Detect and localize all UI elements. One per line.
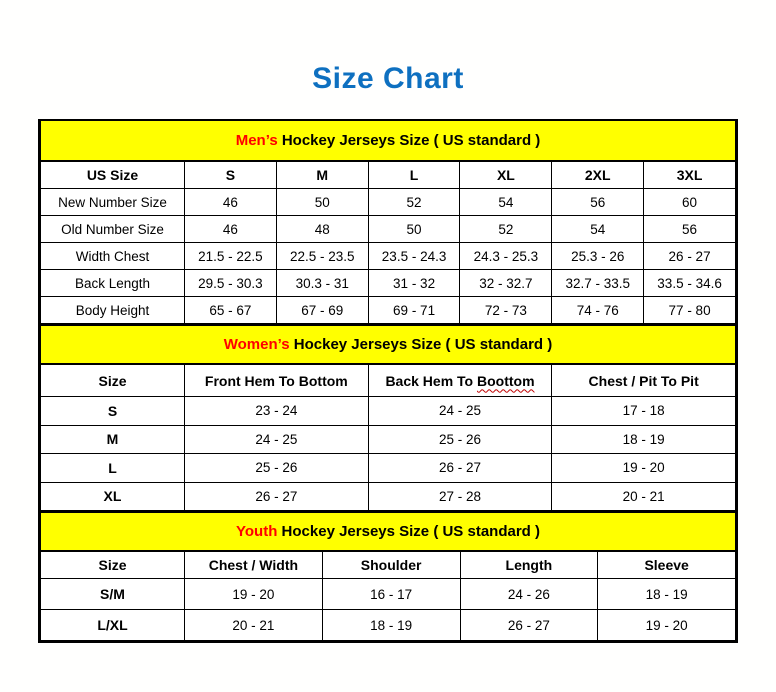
- women-section-header: [41, 325, 736, 364]
- youth-header-row: [41, 551, 736, 579]
- women-col-header-size: Size: [41, 364, 185, 397]
- women-col-header-front-hem: Front Hem To Bottom: [185, 364, 369, 397]
- youth-col-header-length: Length: [460, 551, 598, 579]
- value-cell: 21.5 - 22.5: [185, 243, 277, 270]
- men-row-body-height: [41, 297, 736, 324]
- women-section-highlight: Women’s: [223, 336, 290, 353]
- value-cell: 24 - 25: [368, 397, 552, 426]
- row-label: Body Height: [41, 297, 185, 324]
- row-label: Back Length: [41, 270, 185, 297]
- men-row-old-number-size: [41, 216, 736, 243]
- men-header-row: [41, 161, 736, 189]
- youth-section-title-rest: Hockey Jerseys Size ( US standard ): [277, 523, 540, 540]
- row-label: L: [41, 454, 185, 483]
- value-cell: 31 - 32: [368, 270, 460, 297]
- row-label: S: [41, 397, 185, 426]
- men-col-header-3xl: 3XL: [644, 161, 736, 189]
- value-cell: 24 - 25: [185, 425, 369, 454]
- women-row-xl: [41, 482, 736, 511]
- men-section-band-row: [41, 121, 736, 161]
- value-cell: 24 - 26: [460, 579, 598, 610]
- value-cell: 32 - 32.7: [460, 270, 552, 297]
- value-cell: 23.5 - 24.3: [368, 243, 460, 270]
- value-cell: 67 - 69: [276, 297, 368, 324]
- value-cell: 25.3 - 26: [552, 243, 644, 270]
- value-cell: 25 - 26: [368, 425, 552, 454]
- men-col-header-m: M: [276, 161, 368, 189]
- value-cell: 23 - 24: [185, 397, 369, 426]
- women-section-band-row: [41, 325, 736, 364]
- value-cell: 48: [276, 216, 368, 243]
- value-cell: 17 - 18: [552, 397, 736, 426]
- value-cell: 60: [644, 189, 736, 216]
- value-cell: 20 - 21: [185, 610, 323, 641]
- value-cell: 56: [552, 189, 644, 216]
- value-cell: 16 - 17: [322, 579, 460, 610]
- youth-col-header-size: Size: [41, 551, 185, 579]
- value-cell: 22.5 - 23.5: [276, 243, 368, 270]
- value-cell: 29.5 - 30.3: [185, 270, 277, 297]
- value-cell: 32.7 - 33.5: [552, 270, 644, 297]
- value-cell: 72 - 73: [460, 297, 552, 324]
- row-label: XL: [41, 482, 185, 511]
- women-col-header-chest: Chest / Pit To Pit: [552, 364, 736, 397]
- value-cell: 19 - 20: [598, 610, 736, 641]
- value-cell: 25 - 26: [185, 454, 369, 483]
- youth-section-header: [41, 512, 736, 551]
- value-cell: 52: [368, 189, 460, 216]
- value-cell: 19 - 20: [552, 454, 736, 483]
- row-label: S/M: [41, 579, 185, 610]
- men-col-header-s: S: [185, 161, 277, 189]
- value-cell: 74 - 76: [552, 297, 644, 324]
- value-cell: 24.3 - 25.3: [460, 243, 552, 270]
- men-section-title-rest: Hockey Jerseys Size ( US standard ): [277, 132, 541, 149]
- size-chart: [38, 119, 738, 643]
- page-title: Size Chart: [312, 62, 464, 95]
- men-col-header-l: L: [368, 161, 460, 189]
- row-label: M: [41, 425, 185, 454]
- value-cell: 56: [644, 216, 736, 243]
- women-row-l: [41, 454, 736, 483]
- row-label: New Number Size: [41, 189, 185, 216]
- men-row-width-chest: [41, 243, 736, 270]
- value-cell: 18 - 19: [322, 610, 460, 641]
- value-cell: 26 - 27: [644, 243, 736, 270]
- women-row-s: [41, 397, 736, 426]
- men-size-table: [40, 121, 736, 324]
- value-cell: 19 - 20: [185, 579, 323, 610]
- youth-row-sm: [41, 579, 736, 610]
- value-cell: 26 - 27: [185, 482, 369, 511]
- value-cell: 77 - 80: [644, 297, 736, 324]
- value-cell: 54: [460, 189, 552, 216]
- back-hem-prefix: Back Hem To: [385, 372, 477, 389]
- value-cell: 33.5 - 34.6: [644, 270, 736, 297]
- youth-section-highlight: Youth: [236, 523, 278, 540]
- men-row-new-number-size: [41, 189, 736, 216]
- value-cell: 26 - 27: [368, 454, 552, 483]
- women-size-table: [40, 324, 736, 511]
- row-label: L/XL: [41, 610, 185, 641]
- value-cell: 52: [460, 216, 552, 243]
- women-header-row: [41, 364, 736, 397]
- youth-section-band-row: [41, 512, 736, 551]
- women-row-m: [41, 425, 736, 454]
- value-cell: 50: [368, 216, 460, 243]
- value-cell: 46: [185, 216, 277, 243]
- youth-col-header-chest-width: Chest / Width: [185, 551, 323, 579]
- value-cell: 18 - 19: [552, 425, 736, 454]
- women-section-title-rest: Hockey Jerseys Size ( US standard ): [289, 336, 553, 353]
- value-cell: 65 - 67: [185, 297, 277, 324]
- value-cell: 27 - 28: [368, 482, 552, 511]
- youth-col-header-sleeve: Sleeve: [598, 551, 736, 579]
- men-col-header-xl: XL: [460, 161, 552, 189]
- row-label: Width Chest: [41, 243, 185, 270]
- row-label: Old Number Size: [41, 216, 185, 243]
- value-cell: 26 - 27: [460, 610, 598, 641]
- value-cell: 30.3 - 31: [276, 270, 368, 297]
- value-cell: 46: [185, 189, 277, 216]
- youth-row-lxl: [41, 610, 736, 641]
- back-hem-misspelled-word: Boottom: [476, 372, 535, 389]
- value-cell: 50: [276, 189, 368, 216]
- value-cell: 69 - 71: [368, 297, 460, 324]
- men-section-highlight: Men’s: [235, 132, 278, 149]
- women-col-header-back-hem: [368, 364, 552, 397]
- value-cell: 18 - 19: [598, 579, 736, 610]
- men-row-back-length: [41, 270, 736, 297]
- men-col-header-2xl: 2XL: [552, 161, 644, 189]
- youth-size-table: [40, 511, 736, 641]
- youth-col-header-shoulder: Shoulder: [322, 551, 460, 579]
- value-cell: 54: [552, 216, 644, 243]
- men-section-header: [41, 121, 736, 161]
- men-col-header-us-size: US Size: [41, 161, 185, 189]
- value-cell: 20 - 21: [552, 482, 736, 511]
